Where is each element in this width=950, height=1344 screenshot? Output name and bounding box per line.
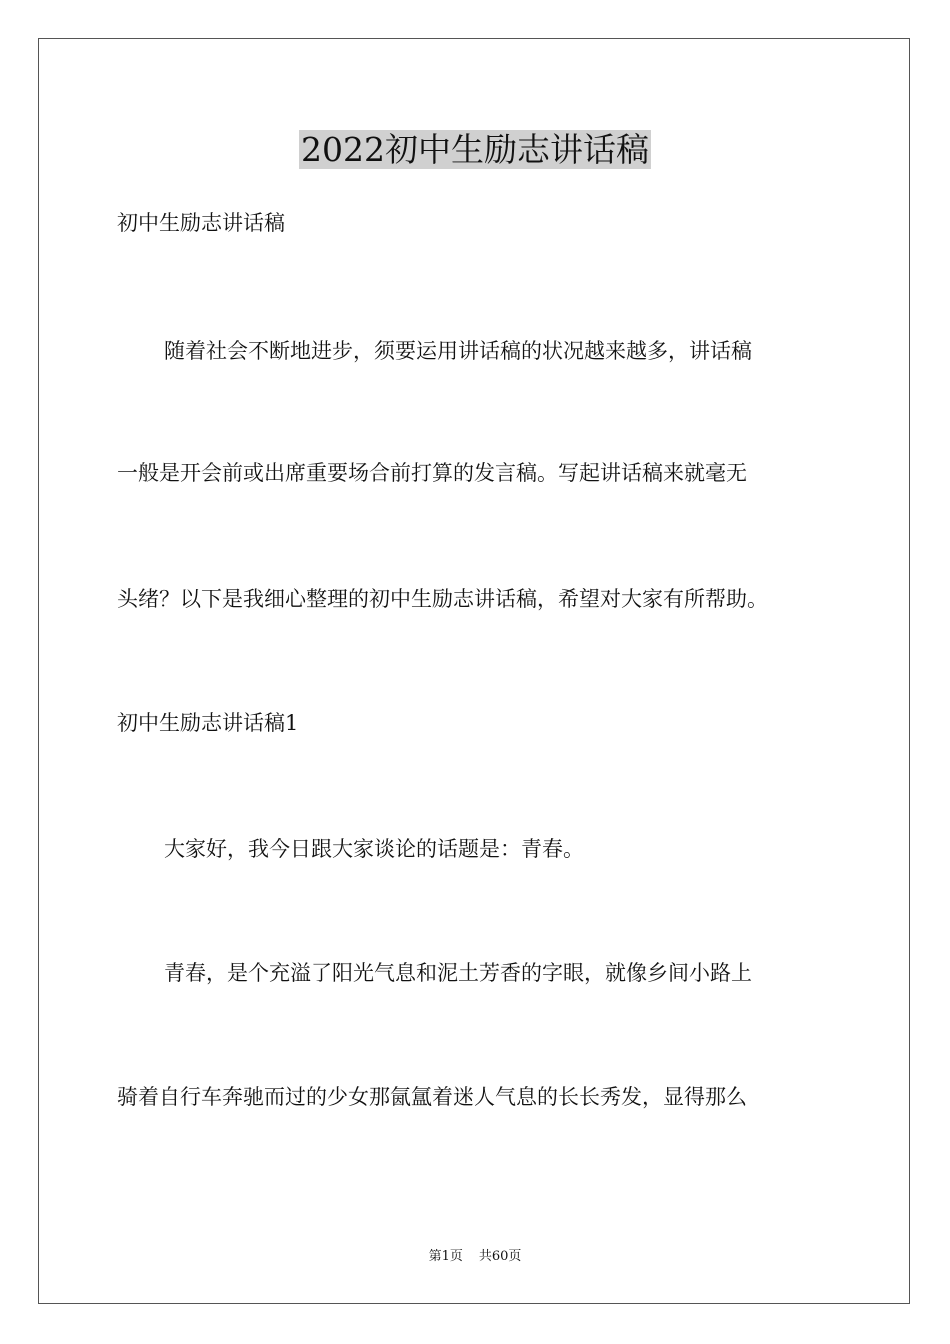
paragraph-line: 一般是开会前或出席重要场合前打算的发言稿。写起讲话稿来就毫无: [117, 461, 747, 485]
section-heading: 初中生励志讲话稿1: [117, 711, 299, 735]
paragraph-line: 随着社会不断地进步，须要运用讲话稿的状况越来越多，讲话稿: [164, 339, 752, 363]
paragraph-line: 大家好，我今日跟大家谈论的话题是：青春。: [164, 837, 584, 861]
paragraph-line: 青春，是个充溢了阳光气息和泥土芳香的字眼，就像乡间小路上: [164, 961, 752, 985]
document-title-text: 2022初中生励志讲话稿: [301, 130, 649, 169]
page-number: 第1页: [428, 1249, 463, 1264]
paragraph-line: 骑着自行车奔驰而过的少女那氤氲着迷人气息的长长秀发，显得那么: [117, 1085, 747, 1109]
page-footer: [0, 1248, 950, 1266]
page-total: 共60页: [478, 1249, 522, 1264]
document-title: [0, 126, 950, 174]
section-heading: 初中生励志讲话稿: [117, 211, 285, 235]
paragraph-line: 头绪？以下是我细心整理的初中生励志讲话稿，希望对大家有所帮助。: [117, 587, 768, 611]
